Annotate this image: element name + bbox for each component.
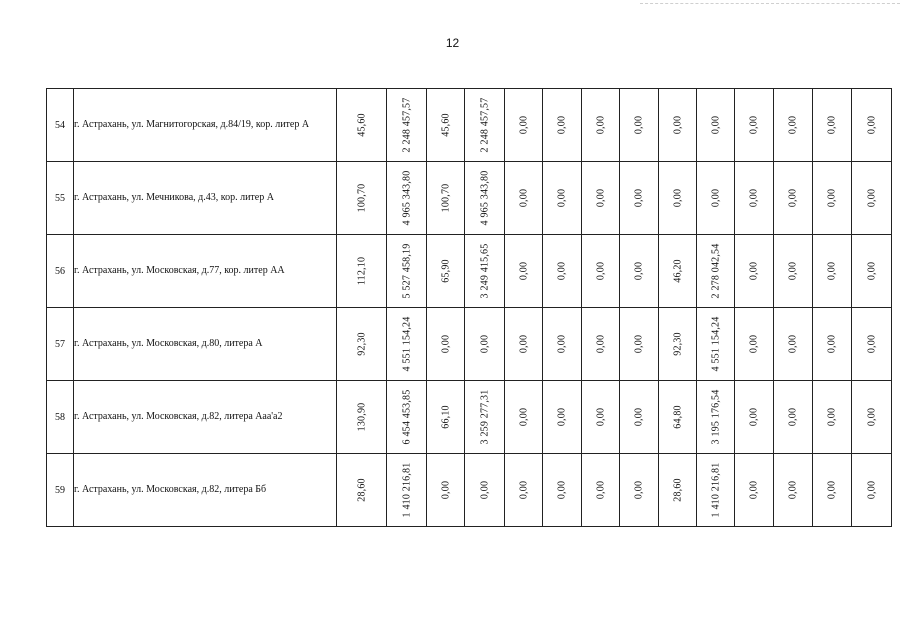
- table-row: [47, 89, 892, 162]
- value-text: 0,00: [595, 115, 606, 135]
- value-cell: [582, 235, 620, 308]
- address-cell: г. Астрахань, ул. Мечникова, д.43, кор. литер А: [74, 162, 337, 235]
- value-text: 0,00: [748, 334, 760, 354]
- value-text: 6 454 453,85: [401, 389, 412, 445]
- value-cell: [852, 454, 892, 527]
- value-cell: [582, 381, 620, 454]
- value-text: 0,00: [787, 188, 799, 208]
- value-cell: [505, 381, 543, 454]
- table-row: [47, 454, 892, 527]
- value-text: 0,00: [826, 188, 838, 208]
- value-cell: [659, 308, 697, 381]
- value-cell: [387, 89, 427, 162]
- table-row: [47, 162, 892, 235]
- value-text: 1 410 216,81: [401, 462, 412, 518]
- value-cell: [387, 162, 427, 235]
- value-text: 0,00: [633, 115, 645, 135]
- value-text: 2 248 457,57: [401, 97, 412, 153]
- value-text: 0,00: [479, 480, 490, 500]
- value-text: 0,00: [595, 334, 606, 354]
- row-number: 57: [47, 308, 74, 381]
- value-cell: [427, 381, 465, 454]
- value-cell: [735, 89, 774, 162]
- value-cell: [465, 454, 505, 527]
- value-cell: [774, 235, 813, 308]
- value-cell: [505, 89, 543, 162]
- value-cell: [852, 162, 892, 235]
- value-text: 0,00: [748, 115, 760, 135]
- value-text: 1 410 216,81: [710, 462, 721, 518]
- value-text: 0,00: [633, 188, 645, 208]
- address-cell: г. Астрахань, ул. Московская, д.82, литера Бб: [74, 454, 337, 527]
- value-cell: [620, 381, 659, 454]
- value-cell: [659, 381, 697, 454]
- value-cell: [505, 235, 543, 308]
- value-cell: [337, 308, 387, 381]
- value-text: 0,00: [787, 480, 799, 500]
- value-text: 0,00: [440, 480, 451, 500]
- value-text: 100,70: [356, 183, 367, 213]
- value-text: 0,00: [556, 334, 568, 354]
- value-cell: [337, 235, 387, 308]
- value-text: 2 278 042,54: [710, 243, 721, 299]
- value-text: 112,10: [356, 256, 367, 286]
- value-cell: [697, 308, 735, 381]
- value-text: 0,00: [518, 480, 529, 500]
- page-number: 12: [445, 36, 460, 50]
- value-text: 0,00: [479, 334, 490, 354]
- value-text: 4 551 154,24: [401, 316, 412, 372]
- value-cell: [774, 381, 813, 454]
- value-cell: [337, 381, 387, 454]
- value-cell: [620, 89, 659, 162]
- value-cell: [465, 308, 505, 381]
- value-cell: [852, 381, 892, 454]
- value-text: 66,10: [440, 405, 451, 429]
- value-cell: [582, 162, 620, 235]
- value-cell: [697, 162, 735, 235]
- value-cell: [852, 235, 892, 308]
- value-cell: [735, 162, 774, 235]
- value-cell: [465, 235, 505, 308]
- value-cell: [337, 454, 387, 527]
- value-cell: [427, 454, 465, 527]
- address-cell: г. Астрахань, ул. Магнитогорская, д.84/19, кор. литер А: [74, 89, 337, 162]
- value-text: 0,00: [556, 407, 568, 427]
- value-text: 0,00: [556, 480, 568, 500]
- value-cell: [427, 308, 465, 381]
- registry-table: [46, 88, 892, 527]
- row-number: 59: [47, 454, 74, 527]
- value-cell: [697, 454, 735, 527]
- value-text: 0,00: [748, 261, 760, 281]
- value-text: 0,00: [866, 115, 877, 135]
- value-text: 3 259 277,31: [479, 389, 490, 445]
- value-text: 0,00: [672, 115, 683, 135]
- value-cell: [337, 162, 387, 235]
- value-cell: [387, 381, 427, 454]
- value-cell: [465, 381, 505, 454]
- value-cell: [543, 162, 582, 235]
- value-cell: [465, 162, 505, 235]
- row-number: 58: [47, 381, 74, 454]
- value-text: 0,00: [826, 115, 838, 135]
- value-text: 0,00: [440, 334, 451, 354]
- value-text: 5 527 458,19: [401, 243, 412, 299]
- value-cell: [774, 162, 813, 235]
- value-cell: [813, 89, 852, 162]
- value-cell: [387, 308, 427, 381]
- value-text: 0,00: [866, 261, 877, 281]
- value-cell: [735, 235, 774, 308]
- value-text: 0,00: [866, 334, 877, 354]
- value-text: 0,00: [556, 261, 568, 281]
- address-cell: г. Астрахань, ул. Московская, д.77, кор. литер АА: [74, 235, 337, 308]
- value-text: 64,80: [672, 405, 683, 429]
- value-text: 45,60: [356, 113, 367, 137]
- value-cell: [620, 162, 659, 235]
- value-cell: [543, 454, 582, 527]
- value-cell: [427, 89, 465, 162]
- value-cell: [659, 89, 697, 162]
- value-text: 0,00: [866, 407, 877, 427]
- value-text: 0,00: [787, 261, 799, 281]
- value-text: 0,00: [518, 188, 529, 208]
- value-text: 0,00: [556, 115, 568, 135]
- table-row: [47, 308, 892, 381]
- value-text: 46,20: [672, 259, 683, 283]
- table-row: [47, 235, 892, 308]
- value-cell: [735, 454, 774, 527]
- value-text: 130,90: [356, 402, 367, 432]
- value-cell: [543, 308, 582, 381]
- value-text: 0,00: [787, 115, 799, 135]
- value-text: 0,00: [748, 480, 760, 500]
- value-text: 0,00: [595, 407, 606, 427]
- value-text: 0,00: [556, 188, 568, 208]
- table-row: [47, 381, 892, 454]
- value-text: 0,00: [633, 407, 645, 427]
- value-text: 4 965 343,80: [401, 170, 412, 226]
- value-text: 0,00: [866, 188, 877, 208]
- value-text: 28,60: [672, 478, 683, 502]
- address-cell: г. Астрахань, ул. Московская, д.80, литера А: [74, 308, 337, 381]
- value-text: 0,00: [787, 334, 799, 354]
- value-text: 0,00: [595, 188, 606, 208]
- value-cell: [735, 381, 774, 454]
- value-text: 92,30: [672, 332, 683, 356]
- value-text: 92,30: [356, 332, 367, 356]
- value-cell: [620, 235, 659, 308]
- value-text: 0,00: [826, 334, 838, 354]
- address-cell: г. Астрахань, ул. Московская, д.82, литера Ааа'а2: [74, 381, 337, 454]
- value-text: 4 551 154,24: [710, 316, 721, 372]
- value-cell: [337, 89, 387, 162]
- value-text: 0,00: [595, 480, 606, 500]
- value-cell: [582, 454, 620, 527]
- value-text: 0,00: [518, 407, 529, 427]
- value-cell: [774, 454, 813, 527]
- value-text: 0,00: [748, 407, 760, 427]
- value-cell: [543, 235, 582, 308]
- value-cell: [505, 308, 543, 381]
- value-cell: [774, 308, 813, 381]
- value-text: 0,00: [710, 115, 721, 135]
- value-text: 0,00: [710, 188, 721, 208]
- value-text: 0,00: [633, 334, 645, 354]
- value-cell: [427, 162, 465, 235]
- value-text: 0,00: [787, 407, 799, 427]
- value-text: 100,70: [440, 183, 451, 213]
- value-cell: [735, 308, 774, 381]
- value-cell: [620, 308, 659, 381]
- value-cell: [852, 89, 892, 162]
- value-cell: [582, 308, 620, 381]
- value-cell: [543, 89, 582, 162]
- value-text: 0,00: [866, 480, 877, 500]
- value-text: 2 248 457,57: [479, 97, 490, 153]
- value-text: 0,00: [633, 480, 645, 500]
- value-cell: [387, 235, 427, 308]
- value-text: 0,00: [518, 115, 529, 135]
- value-cell: [659, 454, 697, 527]
- value-text: 3 249 415,65: [479, 243, 490, 299]
- value-text: 0,00: [518, 334, 529, 354]
- value-cell: [543, 381, 582, 454]
- value-cell: [582, 89, 620, 162]
- value-text: 0,00: [633, 261, 645, 281]
- value-text: 0,00: [672, 188, 683, 208]
- value-cell: [697, 89, 735, 162]
- value-cell: [427, 235, 465, 308]
- value-cell: [774, 89, 813, 162]
- value-text: 0,00: [748, 188, 760, 208]
- value-cell: [620, 454, 659, 527]
- value-text: 28,60: [356, 478, 367, 502]
- value-cell: [852, 308, 892, 381]
- row-number: 56: [47, 235, 74, 308]
- value-cell: [505, 454, 543, 527]
- value-text: 3 195 176,54: [710, 389, 721, 445]
- row-number: 55: [47, 162, 74, 235]
- value-text: 0,00: [518, 261, 529, 281]
- value-cell: [813, 235, 852, 308]
- value-cell: [387, 454, 427, 527]
- value-cell: [465, 89, 505, 162]
- value-text: 65,90: [440, 259, 451, 283]
- value-text: 0,00: [826, 261, 838, 281]
- value-cell: [813, 162, 852, 235]
- value-cell: [813, 308, 852, 381]
- value-cell: [813, 454, 852, 527]
- value-cell: [659, 162, 697, 235]
- value-cell: [697, 235, 735, 308]
- value-cell: [813, 381, 852, 454]
- value-text: 4 965 343,80: [479, 170, 490, 226]
- value-cell: [505, 162, 543, 235]
- value-text: 0,00: [595, 261, 606, 281]
- value-text: 0,00: [826, 407, 838, 427]
- scan-artifact: [640, 3, 900, 6]
- value-text: 0,00: [826, 480, 838, 500]
- row-number: 54: [47, 89, 74, 162]
- value-cell: [659, 235, 697, 308]
- value-text: 45,60: [440, 113, 451, 137]
- value-cell: [697, 381, 735, 454]
